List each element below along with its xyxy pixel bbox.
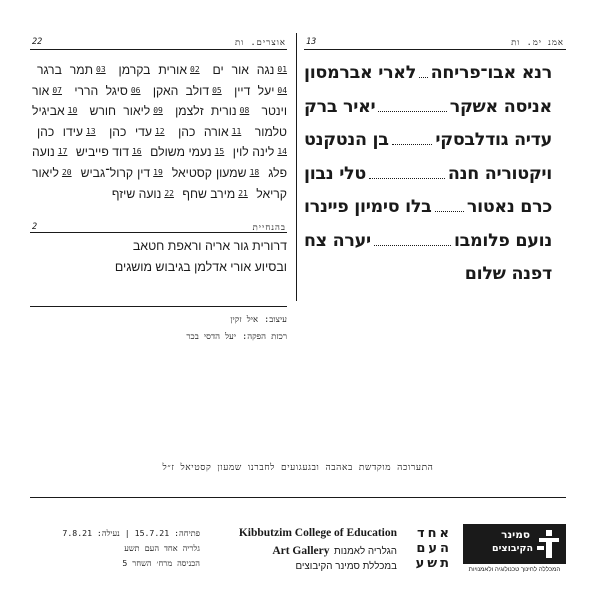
logo-mark-icon — [537, 530, 561, 558]
curator-number: 18 — [249, 167, 260, 177]
curator-item — [167, 166, 259, 180]
curator-item — [208, 63, 288, 77]
curator-item — [76, 166, 163, 180]
dotted-leader — [419, 77, 428, 78]
artist-name: בן הנטקנט — [304, 130, 389, 150]
curator-name: ליאור קריאל — [32, 165, 287, 201]
curator-item — [229, 84, 287, 98]
curator-number: 09 — [153, 106, 163, 116]
curator-number: 04 — [277, 85, 288, 95]
artists-list — [304, 63, 552, 298]
venue-line-2: הכניסה מרח׳ השחר 5 — [122, 558, 200, 568]
curator-item — [71, 145, 142, 159]
big-word-1: אחד — [416, 526, 452, 541]
curator-name: אביגיל טלמור — [32, 104, 287, 139]
dotted-leader — [435, 211, 464, 212]
artist-name: יאיר ברק — [304, 96, 376, 117]
big-word-3: תשע — [415, 556, 452, 571]
curator-name: מירב שחף — [182, 186, 236, 201]
design-value: איל זקין — [230, 315, 259, 325]
curator-number: 02 — [190, 65, 200, 74]
curator-name: סיגל הררי — [74, 83, 128, 98]
artist-name: רנא אבו־פריחה — [430, 63, 552, 83]
vertical-divider — [296, 33, 297, 301]
gallery-name-en: Art Gallery — [272, 545, 330, 557]
curator-item — [32, 63, 106, 77]
artist-row — [304, 264, 552, 298]
artist-name: טלי נבון — [304, 163, 366, 184]
venue-line-1: גלריה אחד העם תשע — [124, 543, 200, 553]
artist-row — [304, 164, 552, 198]
curator-item — [173, 125, 241, 139]
guidance-heading: בהנחיית — [252, 223, 286, 233]
curator-name: אורה כהן — [178, 124, 229, 139]
curator-name: נורית זלצמן — [175, 104, 237, 119]
curator-number: 16 — [131, 147, 142, 157]
college-name-en: Kibbutzim College of Education — [238, 527, 397, 539]
curator-number: 10 — [67, 106, 78, 116]
curator-name: תמר ברגר — [37, 63, 94, 77]
guidance-text — [32, 236, 287, 278]
logo-line-2: הקיבוצים — [492, 543, 533, 554]
artist-name: בלו סימיון פיינרו — [304, 197, 432, 217]
curator-item — [228, 145, 287, 159]
artist-name: לארי אברמסון — [304, 63, 417, 83]
guidance-line: דרורית גור אריה וראפת חטאב — [132, 239, 287, 253]
artist-name: יערה צח — [304, 230, 371, 251]
design-credit — [32, 314, 287, 325]
artist-name: דפנה שלום — [464, 264, 552, 284]
curators-page-number: 22 — [32, 37, 43, 47]
curator-number: 13 — [85, 126, 96, 136]
credits-rule — [30, 306, 287, 307]
curator-name: נועה שיזף — [111, 186, 162, 201]
curator-name: שמעון קסטיאל — [171, 165, 247, 180]
curator-number: 07 — [52, 85, 62, 95]
dotted-leader — [392, 144, 433, 145]
curator-item — [170, 104, 249, 118]
curator-name: עידו כהן — [37, 124, 83, 139]
curator-item — [84, 104, 162, 118]
right-top-rule — [304, 49, 566, 50]
dotted-leader — [378, 111, 446, 112]
curator-number: 08 — [239, 106, 250, 116]
curator-number: 05 — [212, 85, 222, 95]
left-top-rule — [30, 49, 287, 50]
footer-top-rule — [30, 497, 566, 498]
gallery-name-he: הגלריה לאמנות — [333, 546, 397, 557]
production-credit — [32, 331, 287, 342]
curator-name: יעל דיין — [234, 83, 275, 98]
artist-name: נועם פלומבו — [453, 230, 552, 251]
curator-item — [148, 84, 222, 98]
artist-row — [304, 97, 552, 131]
curator-number: 15 — [214, 147, 225, 157]
curator-item — [177, 187, 248, 201]
artist-name: כרם נאטור — [466, 197, 552, 217]
college-line-he — [215, 556, 397, 574]
dotted-leader — [374, 245, 451, 246]
college-logo — [463, 524, 566, 564]
artist-row — [304, 63, 552, 97]
curator-name: אורית בקרמן — [118, 63, 187, 77]
curator-item — [69, 84, 140, 98]
big-word-2: העם — [416, 541, 452, 556]
artists-page-number: 13 — [306, 37, 317, 47]
curator-name: דוד פייביש — [75, 145, 129, 160]
curator-name: עדי כהן — [109, 124, 152, 139]
exhibition-dates: פתיחה: 15.7.21 | נעילה: 7.8.21 — [62, 528, 200, 538]
curator-name: לינה לוין — [232, 145, 275, 160]
curator-name: נועה פלג — [32, 145, 288, 180]
production-label: רכזת הפקה: — [242, 332, 287, 342]
curator-item — [114, 63, 200, 77]
curator-name: ליאור חורש — [89, 104, 151, 119]
curator-number: 17 — [57, 147, 68, 157]
curator-number: 12 — [154, 126, 165, 136]
curator-name: אור וינטר — [32, 83, 288, 119]
curator-item — [32, 125, 96, 139]
artist-name: עדיה גודלבסקי — [435, 130, 552, 150]
curator-name: נעמי משולם — [150, 145, 212, 160]
design-label: עיצוב: — [264, 315, 287, 325]
curator-number: 20 — [61, 167, 72, 177]
production-value: יעל הדסי בכר — [186, 332, 237, 342]
curator-number: 03 — [96, 65, 106, 74]
curator-number: 21 — [238, 188, 248, 198]
curator-item — [107, 187, 174, 201]
curator-number: 14 — [277, 147, 287, 157]
curator-item — [145, 145, 224, 159]
college-name-he: במכללת סמינר הקיבוצים — [295, 561, 397, 572]
artist-name: ויקטוריה חנה — [447, 163, 552, 184]
curator-number: 01 — [277, 65, 288, 74]
guidance-line: ובסיוע אורי אדלמן בגיבוש מושגים — [114, 260, 287, 274]
curator-item — [104, 125, 164, 139]
curator-number: 11 — [231, 126, 242, 136]
curator-number: 19 — [153, 167, 163, 177]
artist-row — [304, 130, 552, 164]
guidance-page-number: 2 — [32, 222, 38, 232]
logo-line-1: סמינר — [501, 529, 530, 541]
college-block — [215, 527, 397, 539]
dotted-leader — [369, 178, 445, 179]
curators-heading: אוצרים. ות — [234, 38, 286, 48]
curator-number: 22 — [164, 188, 174, 198]
curator-name: דולב האקן — [152, 83, 210, 98]
artist-row — [304, 197, 552, 231]
artists-heading: אמנ ימ. ות — [511, 38, 564, 48]
logo-caption: המכללה לחינוך טכנולוגיה ולאמנויות — [468, 566, 561, 573]
guidance-rule — [30, 232, 287, 233]
dedication-text: התערוכה מוקדשת באהבה ובגעגועים לחברנו שמעון קסטיאל ז״ל — [162, 463, 434, 473]
curator-name: נגה אור ים — [212, 63, 275, 77]
curator-number: 06 — [130, 85, 141, 95]
curators-list — [32, 60, 287, 204]
artist-row — [304, 231, 552, 265]
artist-name: אניסה אשקר — [449, 96, 552, 117]
curator-name: דין קרול־גביש — [80, 165, 151, 180]
